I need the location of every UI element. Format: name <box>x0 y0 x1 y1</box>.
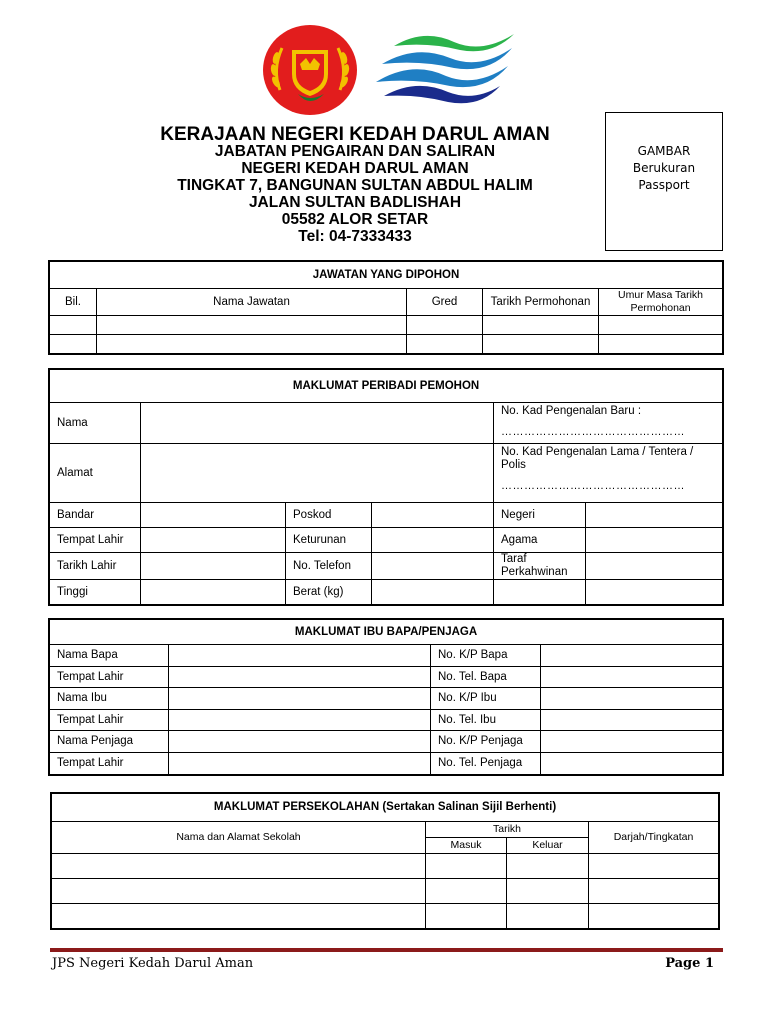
footer-divider <box>50 948 723 952</box>
input-negeri[interactable] <box>586 503 723 528</box>
input-tinggi[interactable] <box>141 580 286 605</box>
photo-label-2: Berukuran <box>632 161 696 175</box>
input-parent-field[interactable] <box>541 753 723 775</box>
section-title-schooling: MAKLUMAT PERSEKOLAHAN (Sertakan Salinan Sijil Berhenti) <box>52 794 719 822</box>
table-row <box>52 879 719 904</box>
section-title-position: JAWATAN YANG DIPOHON <box>50 262 723 289</box>
label-parent-field: Tempat Lahir <box>50 753 169 775</box>
label-berat: Berat (kg) <box>286 580 372 605</box>
label-nama: Nama <box>50 403 141 444</box>
label-tarikh-lahir: Tarikh Lahir <box>50 553 141 580</box>
input-cell[interactable] <box>97 316 407 335</box>
input-taraf-perkahwinan[interactable] <box>586 553 723 580</box>
input-parent-field[interactable] <box>169 753 431 775</box>
label-parent-field: Tempat Lahir <box>50 667 169 688</box>
label-keturunan: Keturunan <box>286 528 372 553</box>
input-cell[interactable] <box>483 316 599 335</box>
input-parent-field[interactable] <box>169 645 431 667</box>
col-application-date: Tarikh Permohonan <box>483 289 599 316</box>
parents-info-table <box>49 619 723 775</box>
input-tempat-lahir[interactable] <box>141 528 286 553</box>
col-class-form: Darjah/Tingkatan <box>589 822 719 854</box>
header-postcode-city: 05582 ALOR SETAR <box>281 211 429 228</box>
input-cell[interactable] <box>507 879 589 904</box>
table-row <box>50 667 723 688</box>
personal-info-table <box>49 369 723 605</box>
label-negeri: Negeri <box>494 503 586 528</box>
label-ic-old: No. Kad Pengenalan Lama / Tentera / Polis <box>501 446 694 471</box>
input-cell[interactable] <box>50 335 97 354</box>
table-row <box>50 335 723 354</box>
input-bandar[interactable] <box>141 503 286 528</box>
label-tempat-lahir: Tempat Lahir <box>50 528 141 553</box>
empty-cell[interactable] <box>494 580 586 605</box>
input-cell[interactable] <box>599 335 723 354</box>
col-date-out: Keluar <box>507 838 589 854</box>
photo-label-3: Passport <box>638 178 690 192</box>
label-poskod: Poskod <box>286 503 372 528</box>
input-poskod[interactable] <box>372 503 494 528</box>
input-parent-field[interactable] <box>169 710 431 731</box>
table-row <box>52 904 719 929</box>
input-berat[interactable] <box>372 580 494 605</box>
input-parent-field[interactable] <box>169 688 431 710</box>
input-cell[interactable] <box>426 879 507 904</box>
header-department: JABATAN PENGAIRAN DAN SALIRAN <box>214 143 496 160</box>
input-parent-field[interactable] <box>169 667 431 688</box>
footer-organization: JPS Negeri Kedah Darul Aman <box>52 956 254 971</box>
label-parent-field: No. Tel. Bapa <box>431 667 541 688</box>
label-parent-field: Nama Bapa <box>50 645 169 667</box>
table-row <box>50 710 723 731</box>
input-cell[interactable] <box>589 904 719 929</box>
col-school-name-address: Nama dan Alamat Sekolah <box>52 822 426 854</box>
empty-cell[interactable] <box>586 580 723 605</box>
input-parent-field[interactable] <box>169 731 431 753</box>
col-date-in: Masuk <box>426 838 507 854</box>
input-cell[interactable] <box>589 879 719 904</box>
field-ic-new[interactable] <box>494 403 723 444</box>
input-parent-field[interactable] <box>541 731 723 753</box>
label-parent-field: No. Tel. Ibu <box>431 710 541 731</box>
dotted-line: ………………………………………… <box>501 426 685 438</box>
col-date: Tarikh <box>426 822 589 838</box>
label-parent-field: Nama Penjaga <box>50 731 169 753</box>
col-position-name: Nama Jawatan <box>97 289 407 316</box>
passport-photo-box[interactable] <box>605 112 723 251</box>
label-parent-field: No. Tel. Penjaga <box>431 753 541 775</box>
jps-water-waves-logo <box>372 30 520 106</box>
table-row <box>50 688 723 710</box>
header-state: NEGERI KEDAH DARUL AMAN <box>241 160 469 177</box>
page-number: Page 1 <box>665 956 714 971</box>
photo-label-1: GAMBAR <box>637 144 691 158</box>
input-cell[interactable] <box>52 879 426 904</box>
input-cell[interactable] <box>426 854 507 879</box>
input-tarikh-lahir[interactable] <box>141 553 286 580</box>
input-agama[interactable] <box>586 528 723 553</box>
col-bil: Bil. <box>50 289 97 316</box>
table-row <box>50 645 723 667</box>
input-telefon[interactable] <box>372 553 494 580</box>
input-cell[interactable] <box>52 854 426 879</box>
header-address-floor: TINGKAT 7, BANGUNAN SULTAN ABDUL HALIM <box>177 177 533 194</box>
label-agama: Agama <box>494 528 586 553</box>
table-row <box>50 731 723 753</box>
field-ic-old[interactable] <box>494 444 723 503</box>
label-parent-field: No. K/P Ibu <box>431 688 541 710</box>
label-parent-field: No. K/P Penjaga <box>431 731 541 753</box>
input-nama[interactable] <box>141 403 494 444</box>
label-parent-field: Tempat Lahir <box>50 710 169 731</box>
label-taraf-perkahwinan: Taraf Perkahwinan <box>494 553 586 580</box>
input-parent-field[interactable] <box>541 710 723 731</box>
input-parent-field[interactable] <box>541 645 723 667</box>
input-cell[interactable] <box>50 316 97 335</box>
input-cell[interactable] <box>507 854 589 879</box>
section-title-personal: MAKLUMAT PERIBADI PEMOHON <box>50 370 723 403</box>
dotted-line: ………………………………………… <box>501 480 685 492</box>
section-title-parents: MAKLUMAT IBU BAPA/PENJAGA <box>50 620 723 645</box>
input-cell[interactable] <box>589 854 719 879</box>
input-keturunan[interactable] <box>372 528 494 553</box>
schooling-info-table <box>51 793 719 929</box>
header-title: KERAJAAN NEGERI KEDAH DARUL AMAN <box>160 124 550 145</box>
input-cell[interactable] <box>97 335 407 354</box>
label-parent-field: Nama Ibu <box>50 688 169 710</box>
header-address-street: JALAN SULTAN BADLISHAH <box>248 194 462 211</box>
input-parent-field[interactable] <box>541 688 723 710</box>
label-alamat: Alamat <box>50 444 141 503</box>
input-cell[interactable] <box>407 316 483 335</box>
kedah-state-crest-logo <box>262 24 358 116</box>
input-cell[interactable] <box>507 904 589 929</box>
table-row <box>50 316 723 335</box>
position-applied-table <box>49 261 723 354</box>
label-tinggi: Tinggi <box>50 580 141 605</box>
label-parent-field: No. K/P Bapa <box>431 645 541 667</box>
input-cell[interactable] <box>426 904 507 929</box>
input-cell[interactable] <box>483 335 599 354</box>
input-alamat[interactable] <box>141 444 494 503</box>
table-row <box>52 854 719 879</box>
input-cell[interactable] <box>599 316 723 335</box>
label-telefon: No. Telefon <box>286 553 372 580</box>
input-cell[interactable] <box>52 904 426 929</box>
col-grade: Gred <box>407 289 483 316</box>
col-age-at-application: Umur Masa Tarikh Permohonan <box>599 289 723 316</box>
label-ic-new: No. Kad Pengenalan Baru : <box>501 405 642 417</box>
header-phone: Tel: 04-7333433 <box>298 228 412 245</box>
label-bandar: Bandar <box>50 503 141 528</box>
table-row <box>50 753 723 775</box>
input-cell[interactable] <box>407 335 483 354</box>
input-parent-field[interactable] <box>541 667 723 688</box>
